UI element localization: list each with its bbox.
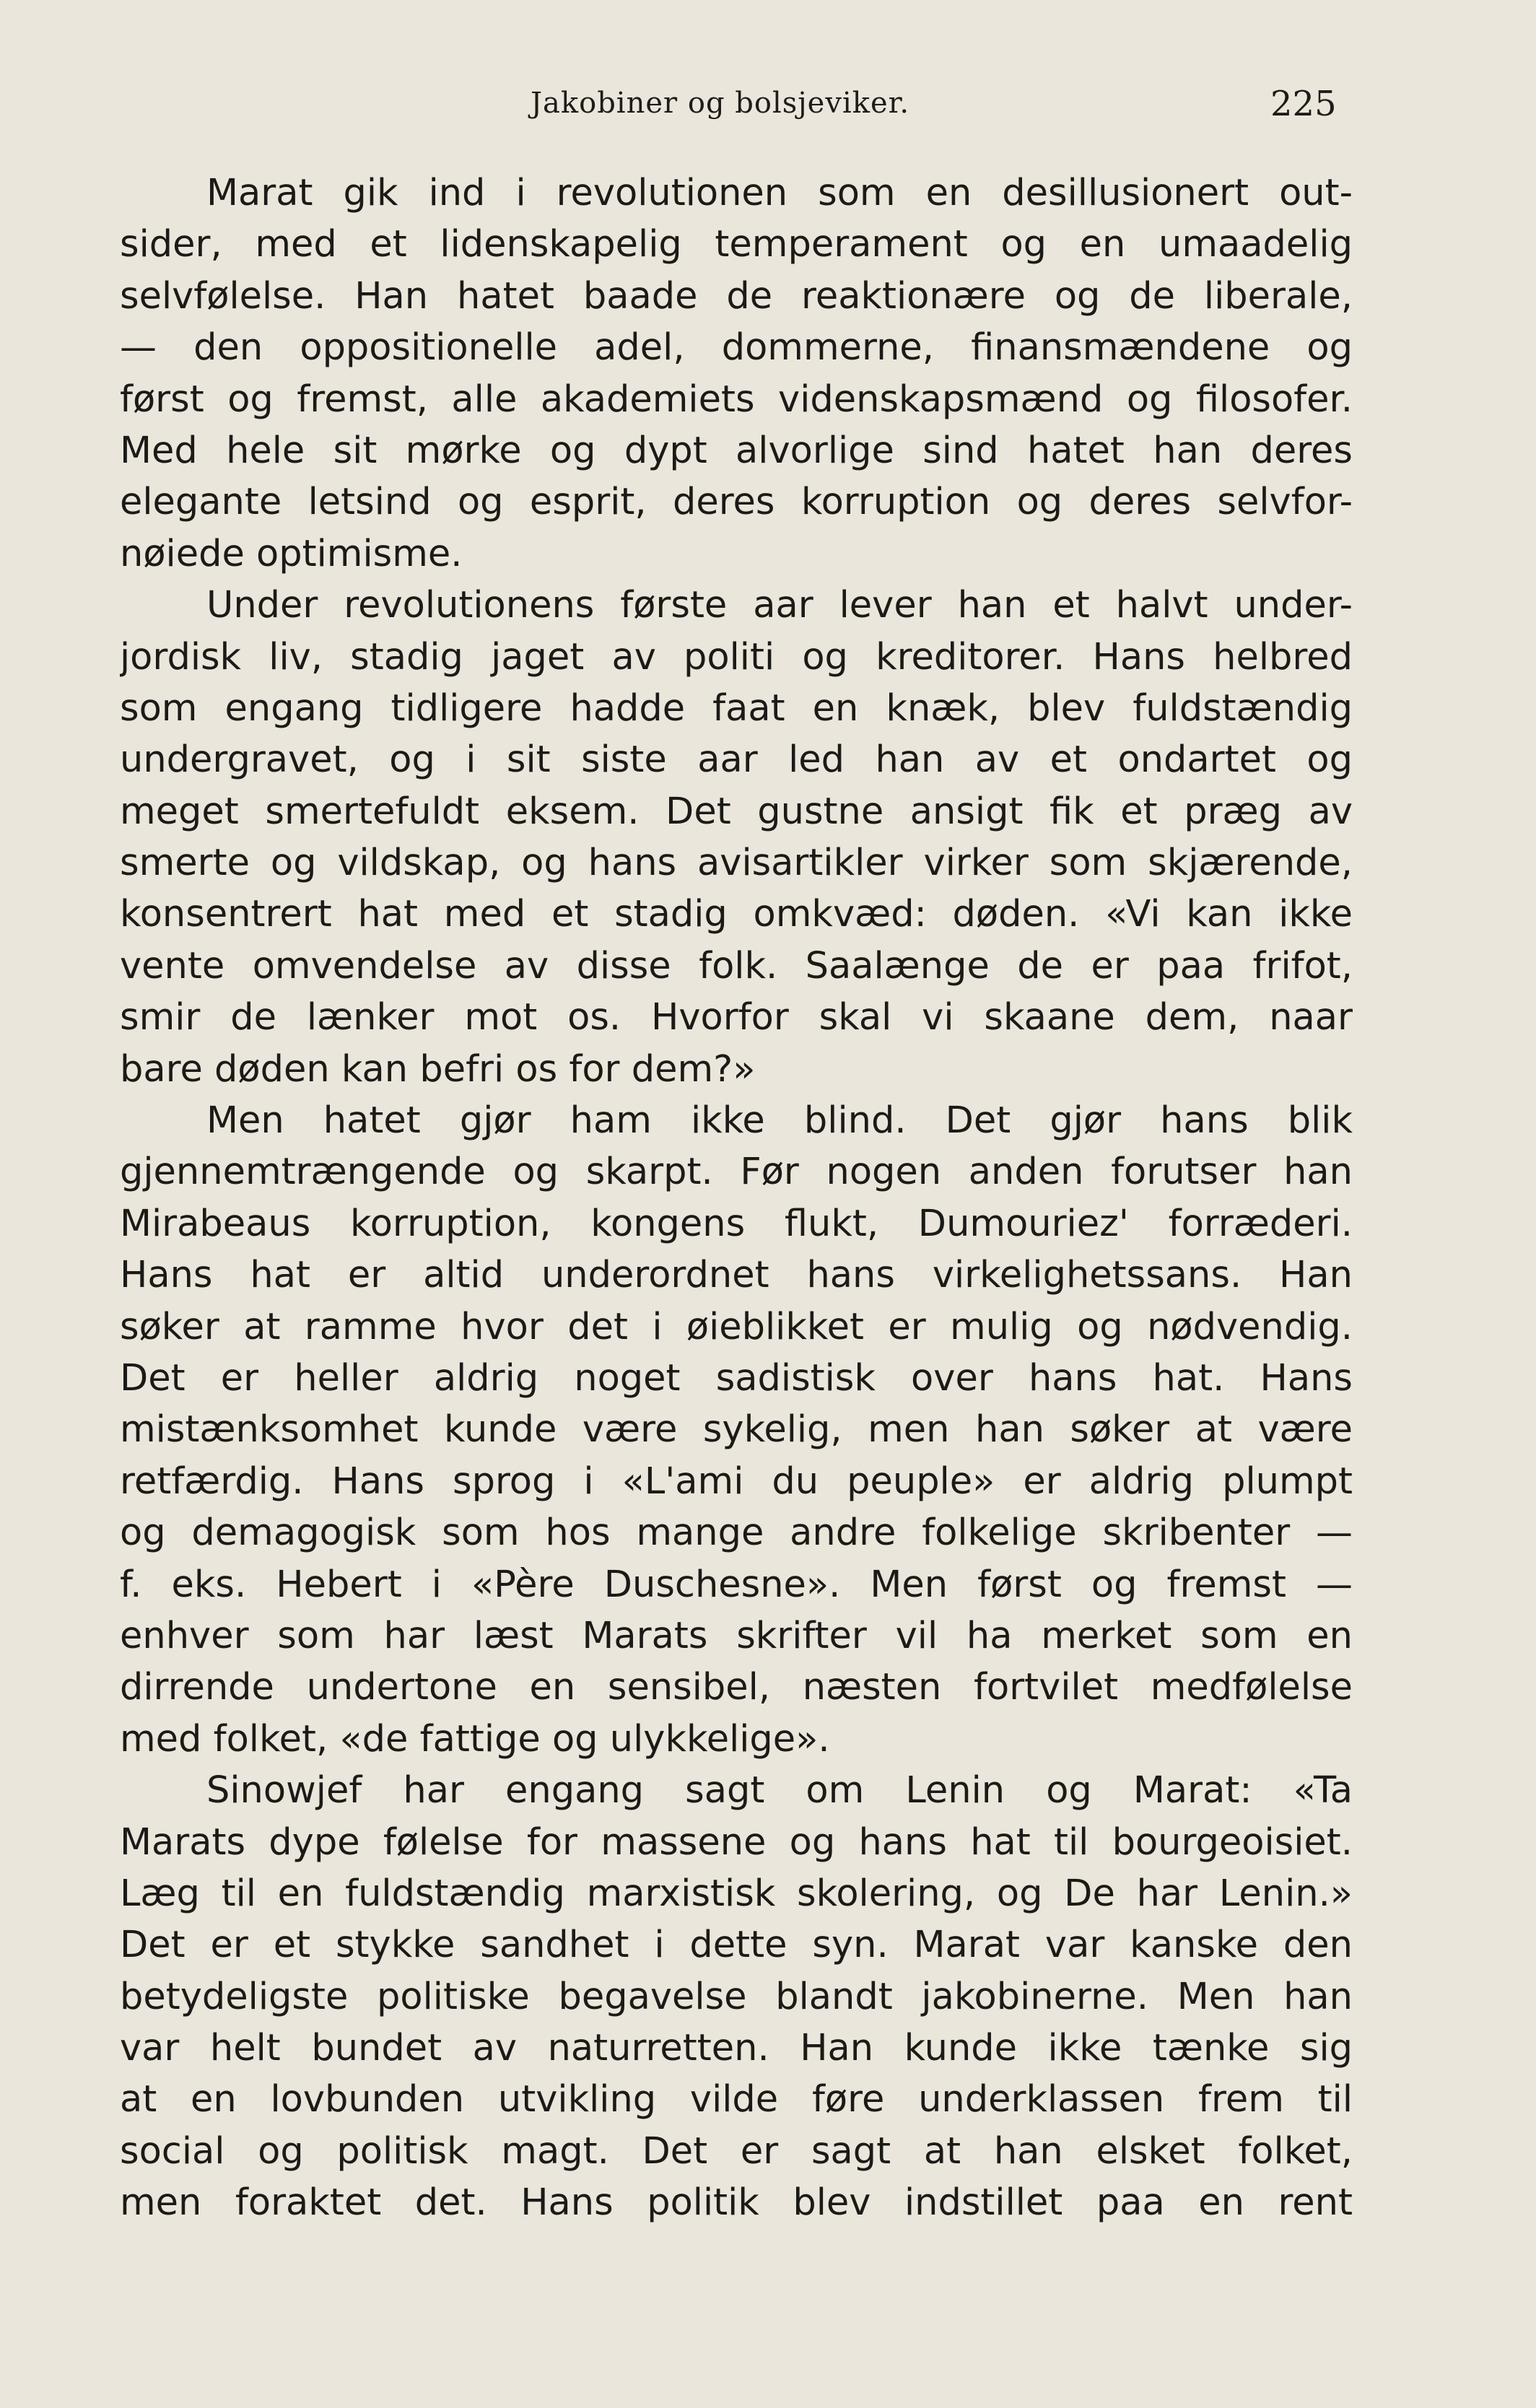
text-line: dirrende undertone en sensibel, næsten fortvilet medfølelse bbox=[120, 1666, 1353, 1709]
text-line: som engang tidligere hadde faat en knæk, blev fuldstændig bbox=[120, 686, 1353, 730]
text-line: søker at ramme hvor det i øieblikket er mulig og nødvendig. bbox=[120, 1305, 1353, 1348]
page-number: 225 bbox=[1270, 84, 1337, 124]
text-line: Med hele sit mørke og dypt alvorlige sind hatet han deres bbox=[120, 429, 1353, 472]
text-line: meget smertefuldt eksem. Det gustne ansigt fik et præg av bbox=[120, 790, 1353, 833]
text-line: Under revolutionens første aar lever han et halvt under- bbox=[206, 584, 1353, 627]
text-line: og demagogisk som hos mange andre folkelige skribenter — bbox=[120, 1511, 1353, 1555]
text-line: med folket, «de fattige og ulykkelige». bbox=[120, 1717, 830, 1761]
text-line: bare døden kan befri os for dem?» bbox=[120, 1047, 756, 1091]
text-line: Det er heller aldrig noget sadistisk over hans hat. Hans bbox=[120, 1356, 1353, 1400]
text-line: men foraktet det. Hans politik blev indstillet paa en rent bbox=[120, 2181, 1353, 2225]
text-line: smir de lænker mot os. Hvorfor skal vi skaane dem, naar bbox=[120, 996, 1353, 1039]
text-line: retfærdig. Hans sprog i «L'ami du peuple» er aldrig plumpt bbox=[120, 1460, 1353, 1503]
text-line: Marats dype følelse for massene og hans hat til bourgeoisiet. bbox=[120, 1820, 1353, 1864]
text-line: f. eks. Hebert i «Père Duschesne». Men først og fremst — bbox=[120, 1563, 1353, 1606]
text-line: konsentrert hat med et stadig omkvæd: døden. «Vi kan ikke bbox=[120, 893, 1353, 936]
text-line: nøiede optimisme. bbox=[120, 532, 463, 575]
text-line: elegante letsind og esprit, deres korruption og deres selvfor- bbox=[120, 481, 1353, 524]
text-line: betydeligste politiske begavelse blandt jakobinerne. Men han bbox=[120, 1975, 1353, 2018]
text-line: først og fremst, alle akademiets videnskapsmænd og filosofer. bbox=[120, 378, 1353, 421]
text-line: Mirabeaus korruption, kongens flukt, Dumouriez' forræderi. bbox=[120, 1202, 1353, 1245]
running-title: Jakobiner og bolsjeviker. bbox=[531, 87, 910, 120]
text-line: smerte og vildskap, og hans avisartikler virker som skjærende, bbox=[120, 842, 1353, 885]
text-line: Marat gik ind i revolutionen som en desillusionert out- bbox=[206, 172, 1353, 214]
text-line: Men hatet gjør ham ikke blind. Det gjør hans blik bbox=[206, 1099, 1353, 1143]
text-line: sider, med et lidenskapelig temperament og en umaadelig bbox=[120, 223, 1353, 266]
text-line: Det er et stykke sandhet i dette syn. Marat var kanske den bbox=[120, 1924, 1353, 1967]
text-line: Læg til en fuldstændig marxistisk skolering, og De har Lenin.» bbox=[120, 1872, 1353, 1915]
text-line: at en lovbunden utvikling vilde føre underklassen frem til bbox=[120, 2078, 1353, 2121]
text-line: gjennemtrængende og skarpt. Før nogen anden forutser han bbox=[120, 1151, 1353, 1194]
text-line: Sinowjef har engang sagt om Lenin og Marat: «Ta bbox=[206, 1769, 1353, 1812]
text-line: jordisk liv, stadig jaget av politi og kreditorer. Hans helbred bbox=[120, 635, 1353, 679]
text-line: selvfølelse. Han hatet baade de reaktionære og de liberale, bbox=[120, 274, 1353, 318]
text-line: vente omvendelse av disse folk. Saalænge de er paa frifot, bbox=[120, 944, 1353, 987]
text-line: social og politisk magt. Det er sagt at han elsket folket, bbox=[120, 2129, 1353, 2173]
text-line: — den oppositionelle adel, dommerne, finansmændene og bbox=[120, 326, 1353, 370]
text-line: undergravet, og i sit siste aar led han av et ondartet og bbox=[120, 738, 1353, 782]
text-line: var helt bundet av naturretten. Han kunde ikke tænke sig bbox=[120, 2027, 1353, 2070]
text-line: Hans hat er altid underordnet hans virkelighetssans. Han bbox=[120, 1254, 1353, 1297]
body-text bbox=[120, 167, 1353, 2229]
text-line: enhver som har læst Marats skrifter vil ha merket som en bbox=[120, 1614, 1353, 1657]
text-line: mistænksomhet kunde være sykelig, men han søker at være bbox=[120, 1408, 1353, 1452]
